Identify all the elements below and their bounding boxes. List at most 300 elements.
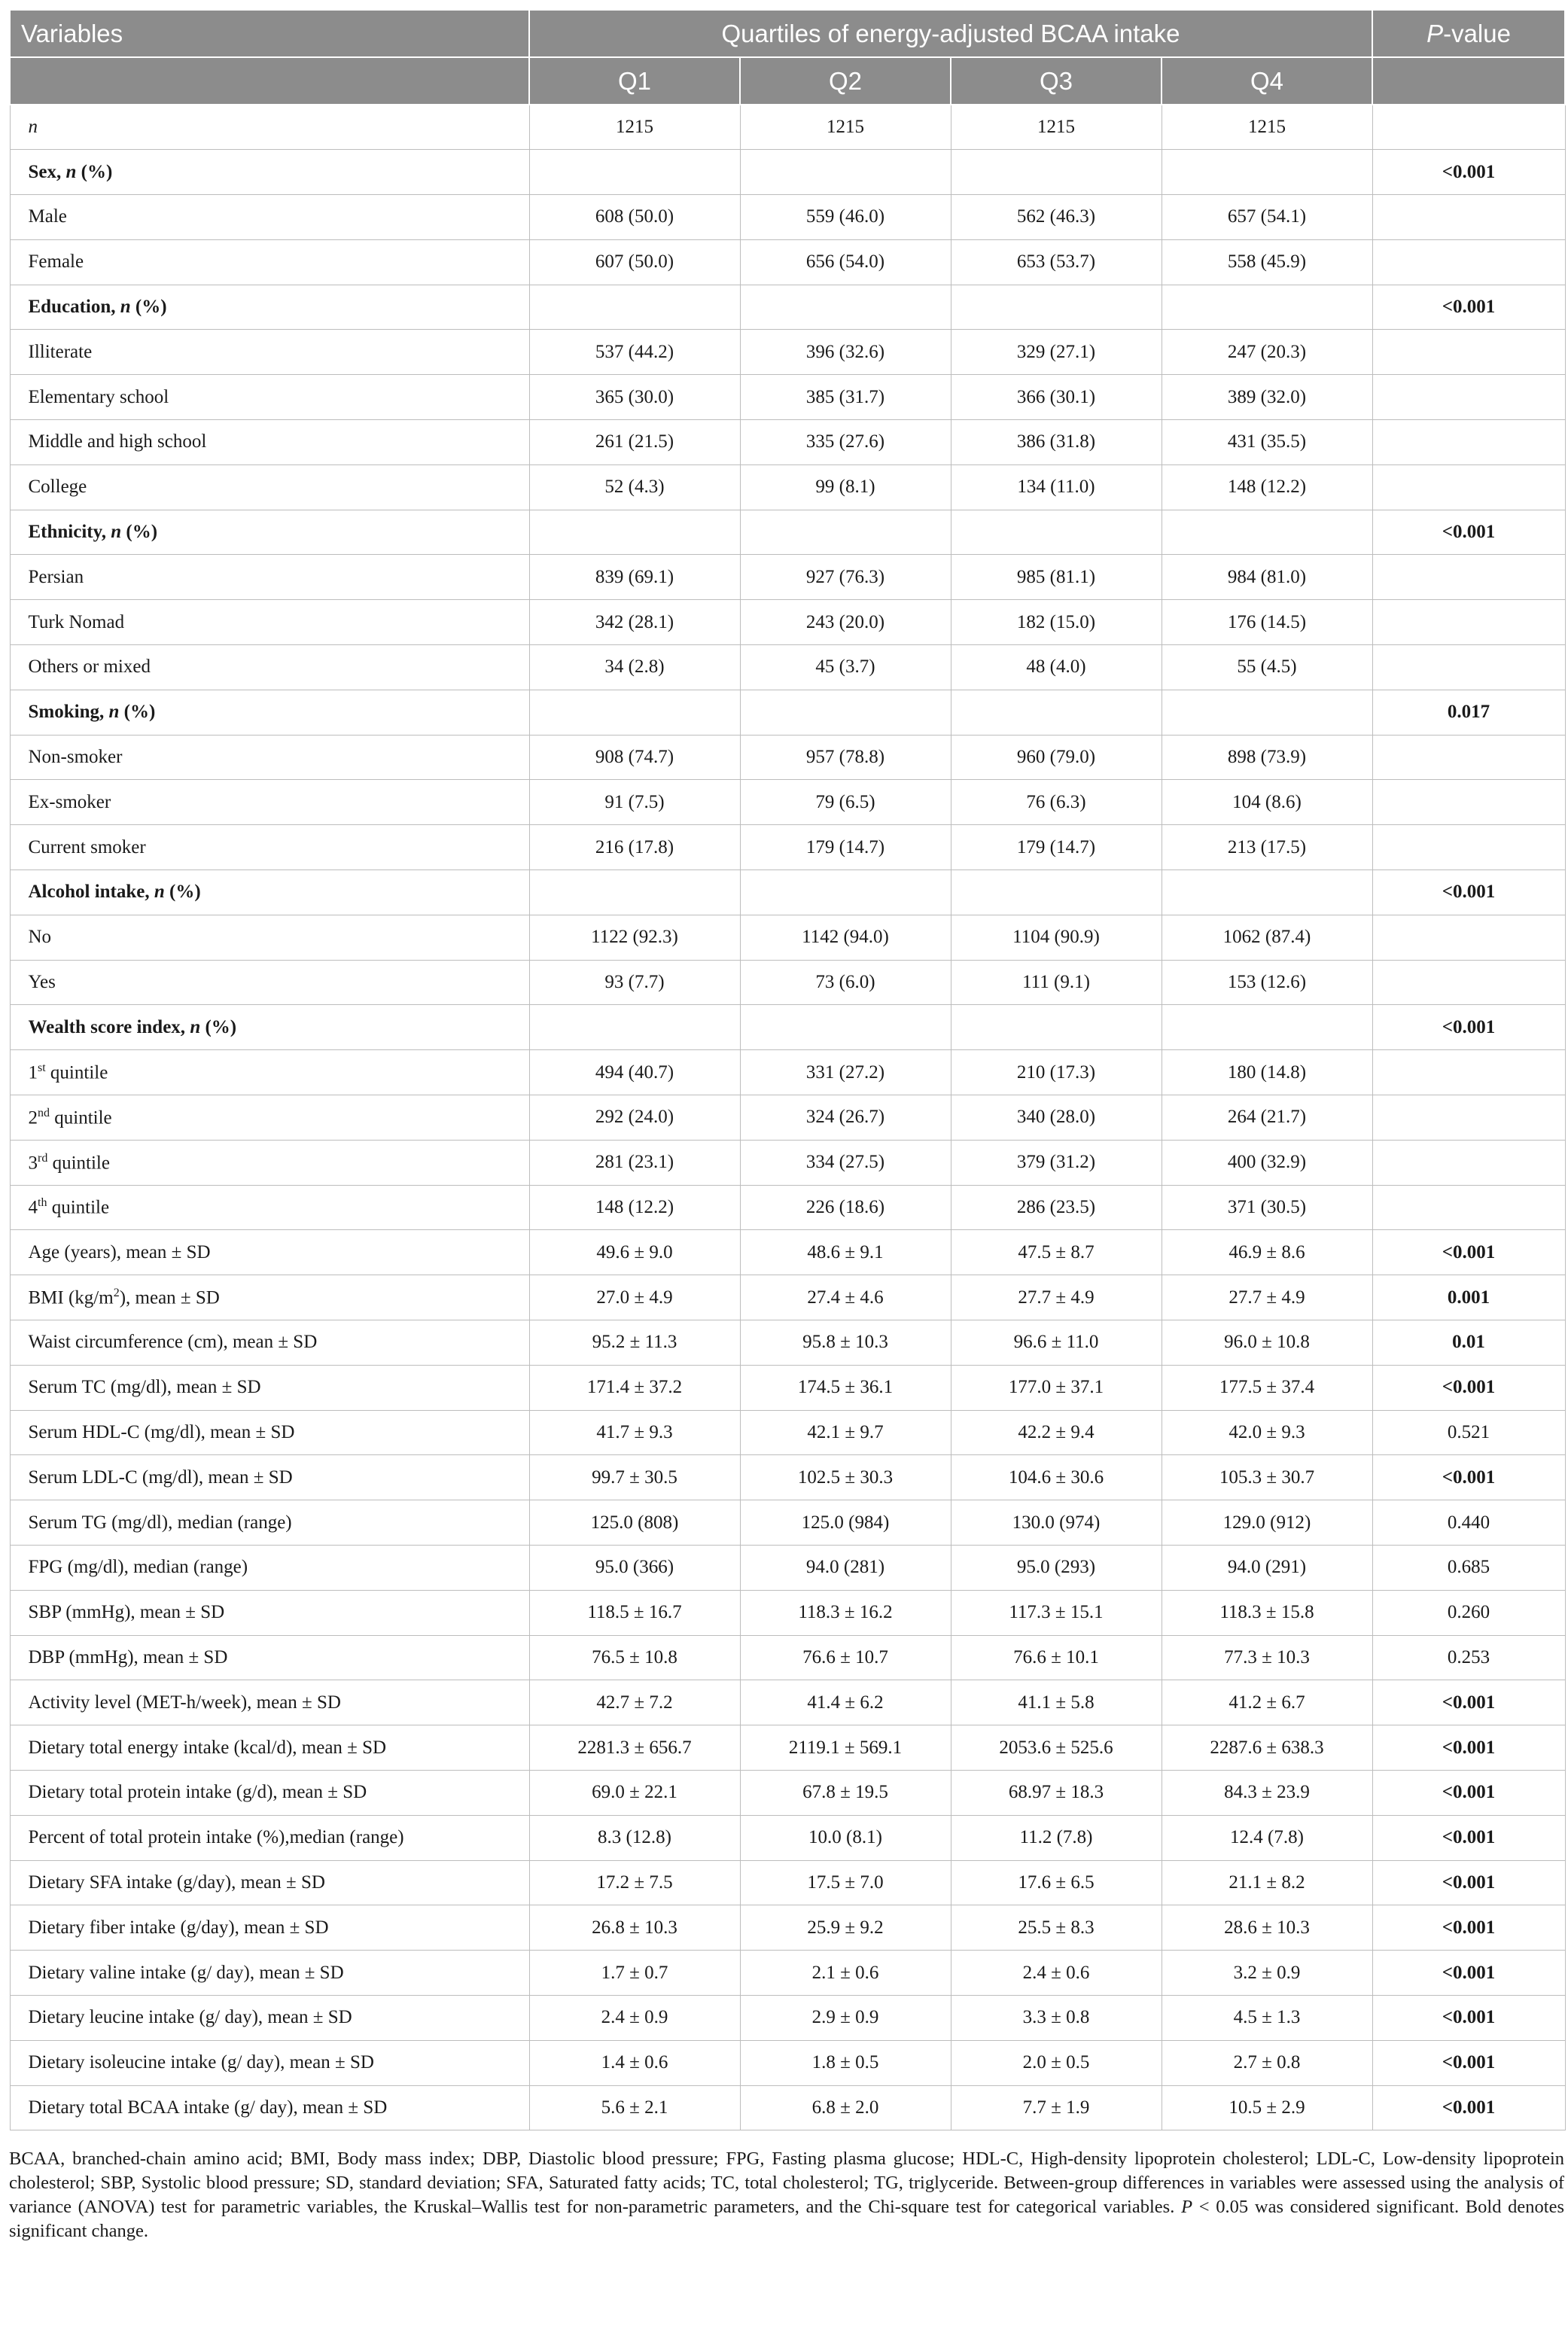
cell-q4: 55 (4.5) <box>1162 645 1372 690</box>
cell-q1: 148 (12.2) <box>529 1185 740 1230</box>
table-row <box>10 1095 1565 1141</box>
cell-q1: 8.3 (12.8) <box>529 1815 740 1860</box>
cell-q2: 99 (8.1) <box>740 464 951 510</box>
cell-pvalue: <0.001 <box>1372 1860 1565 1905</box>
cell-pvalue <box>1372 600 1565 645</box>
cell-q1: 342 (28.1) <box>529 600 740 645</box>
cell-q3: 111 (9.1) <box>951 960 1162 1005</box>
row-label: Percent of total protein intake (%),median (range) <box>10 1815 529 1860</box>
cell-q3 <box>951 150 1162 195</box>
row-label: Education, n (%) <box>10 285 529 330</box>
cell-q3: 130.0 (974) <box>951 1500 1162 1546</box>
row-label: Dietary valine intake (g/ day), mean ± SD <box>10 1951 529 1996</box>
table-row <box>10 239 1565 285</box>
table-row <box>10 1455 1565 1500</box>
row-label: Female <box>10 239 529 285</box>
cell-q3: 47.5 ± 8.7 <box>951 1230 1162 1275</box>
cell-q3: 177.0 ± 37.1 <box>951 1365 1162 1410</box>
cell-pvalue <box>1372 330 1565 375</box>
cell-q3: 2.0 ± 0.5 <box>951 2040 1162 2085</box>
cell-q2: 42.1 ± 9.7 <box>740 1410 951 1455</box>
cell-q2 <box>740 285 951 330</box>
cell-q4 <box>1162 150 1372 195</box>
table-row <box>10 735 1565 780</box>
table-row <box>10 1230 1565 1275</box>
row-label: BMI $(kg/m^2)$, mean ± SD <box>10 1275 529 1320</box>
row-label: Wealth score index, n (%) <box>10 1005 529 1050</box>
cell-q3: 95.0 (293) <box>951 1546 1162 1591</box>
table-row <box>10 2085 1565 2130</box>
cell-q1: 494 (40.7) <box>529 1050 740 1095</box>
cell-pvalue <box>1372 960 1565 1005</box>
cell-pvalue: <0.001 <box>1372 870 1565 915</box>
cell-q4: 28.6 ± 10.3 <box>1162 1905 1372 1951</box>
cell-q4: 118.3 ± 15.8 <box>1162 1590 1372 1635</box>
row-label: Non-smoker <box>10 735 529 780</box>
cell-q4: 176 (14.5) <box>1162 600 1372 645</box>
cell-q4: 104 (8.6) <box>1162 780 1372 825</box>
cell-q2: 1.8 ± 0.5 <box>740 2040 951 2085</box>
cell-pvalue: 0.260 <box>1372 1590 1565 1635</box>
row-label: Elementary school <box>10 375 529 420</box>
cell-pvalue: <0.001 <box>1372 1951 1565 1996</box>
cell-q3 <box>951 870 1162 915</box>
cell-pvalue: 0.685 <box>1372 1546 1565 1591</box>
cell-q2: 1215 <box>740 105 951 150</box>
cell-q1: 908 (74.7) <box>529 735 740 780</box>
section-row <box>10 1005 1565 1050</box>
cell-q1 <box>529 285 740 330</box>
table-row <box>10 1995 1565 2040</box>
cell-q3: 562 (46.3) <box>951 195 1162 240</box>
cell-pvalue <box>1372 735 1565 780</box>
cell-q2: 927 (76.3) <box>740 555 951 600</box>
cell-q1: 17.2 ± 7.5 <box>529 1860 740 1905</box>
cell-q1: 69.0 ± 22.1 <box>529 1770 740 1815</box>
cell-q2: 174.5 ± 36.1 <box>740 1365 951 1410</box>
cell-q4: 1062 (87.4) <box>1162 915 1372 960</box>
cell-q3: 104.6 ± 30.6 <box>951 1455 1162 1500</box>
cell-pvalue: 0.440 <box>1372 1500 1565 1546</box>
cell-pvalue <box>1372 375 1565 420</box>
header-q2: Q2 <box>740 57 951 105</box>
cell-q4 <box>1162 285 1372 330</box>
row-label: Serum LDL-C (mg/dl), mean ± SD <box>10 1455 529 1500</box>
cell-q3: 25.5 ± 8.3 <box>951 1905 1162 1951</box>
cell-q4: 898 (73.9) <box>1162 735 1372 780</box>
cell-q1: 49.6 ± 9.0 <box>529 1230 740 1275</box>
cell-q1 <box>529 690 740 735</box>
row-label: Serum HDL-C (mg/dl), mean ± SD <box>10 1410 529 1455</box>
cell-pvalue: <0.001 <box>1372 1815 1565 1860</box>
row-label: DBP (mmHg), mean ± SD <box>10 1635 529 1680</box>
header-blank <box>10 57 529 105</box>
cell-q1: 93 (7.7) <box>529 960 740 1005</box>
cell-q2: 385 (31.7) <box>740 375 951 420</box>
header-q3: Q3 <box>951 57 1162 105</box>
row-label: College <box>10 464 529 510</box>
cell-pvalue <box>1372 825 1565 870</box>
cell-q1: 261 (21.5) <box>529 420 740 465</box>
cell-q4: 657 (54.1) <box>1162 195 1372 240</box>
header-q4: Q4 <box>1162 57 1372 105</box>
cell-q4: 84.3 ± 23.9 <box>1162 1770 1372 1815</box>
cell-q3: 653 (53.7) <box>951 239 1162 285</box>
cell-pvalue <box>1372 239 1565 285</box>
section-row <box>10 285 1565 330</box>
cell-q4 <box>1162 1005 1372 1050</box>
cell-q2: 396 (32.6) <box>740 330 951 375</box>
cell-q2: 335 (27.6) <box>740 420 951 465</box>
cell-q2: 324 (26.7) <box>740 1095 951 1141</box>
cell-q2: 48.6 ± 9.1 <box>740 1230 951 1275</box>
cell-q4: 177.5 ± 37.4 <box>1162 1365 1372 1410</box>
cell-pvalue <box>1372 645 1565 690</box>
row-label: 1st quintile <box>10 1050 529 1095</box>
row-label: Yes <box>10 960 529 1005</box>
cell-pvalue <box>1372 555 1565 600</box>
cell-q3: 379 (31.2) <box>951 1140 1162 1185</box>
cell-q2: 79 (6.5) <box>740 780 951 825</box>
cell-pvalue: 0.001 <box>1372 1275 1565 1320</box>
header-variables: Variables <box>10 10 529 57</box>
cell-q2: 95.8 ± 10.3 <box>740 1320 951 1366</box>
cell-q2: 73 (6.0) <box>740 960 951 1005</box>
cell-q1: 1215 <box>529 105 740 150</box>
cell-q4: 12.4 (7.8) <box>1162 1815 1372 1860</box>
cell-q3 <box>951 1005 1162 1050</box>
table-header <box>10 10 1565 105</box>
row-label: Others or mixed <box>10 645 529 690</box>
cell-q2: 656 (54.0) <box>740 239 951 285</box>
cell-q1: 216 (17.8) <box>529 825 740 870</box>
cell-q2: 957 (78.8) <box>740 735 951 780</box>
table-row <box>10 1546 1565 1591</box>
row-label: Middle and high school <box>10 420 529 465</box>
cell-q2: 10.0 (8.1) <box>740 1815 951 1860</box>
table-row <box>10 1275 1565 1320</box>
cell-q3: 286 (23.5) <box>951 1185 1162 1230</box>
cell-q3: 2053.6 ± 525.6 <box>951 1725 1162 1771</box>
cell-q4: 2.7 ± 0.8 <box>1162 2040 1372 2085</box>
cell-q4: 1215 <box>1162 105 1372 150</box>
row-label: Activity level (MET-h/week), mean ± SD <box>10 1680 529 1725</box>
cell-q4: 180 (14.8) <box>1162 1050 1372 1095</box>
cell-pvalue: <0.001 <box>1372 1905 1565 1951</box>
cell-q2 <box>740 1005 951 1050</box>
cell-pvalue: <0.001 <box>1372 1770 1565 1815</box>
cell-q3: 329 (27.1) <box>951 330 1162 375</box>
row-label: Dietary leucine intake (g/ day), mean ± SD <box>10 1995 529 2040</box>
cell-q3: 117.3 ± 15.1 <box>951 1590 1162 1635</box>
table-row <box>10 960 1565 1005</box>
table-row <box>10 1860 1565 1905</box>
cell-q4 <box>1162 690 1372 735</box>
cell-pvalue: 0.01 <box>1372 1320 1565 1366</box>
cell-q4: 4.5 ± 1.3 <box>1162 1995 1372 2040</box>
cell-q1: 292 (24.0) <box>529 1095 740 1141</box>
row-label: Male <box>10 195 529 240</box>
cell-q3: 2.4 ± 0.6 <box>951 1951 1162 1996</box>
cell-q3: 386 (31.8) <box>951 420 1162 465</box>
row-label: Waist circumference (cm), mean ± SD <box>10 1320 529 1366</box>
row-label: Age (years), mean ± SD <box>10 1230 529 1275</box>
cell-q2: 125.0 (984) <box>740 1500 951 1546</box>
cell-q1: 52 (4.3) <box>529 464 740 510</box>
row-label: Dietary SFA intake (g/day), mean ± SD <box>10 1860 529 1905</box>
cell-pvalue: <0.001 <box>1372 1230 1565 1275</box>
cell-pvalue: <0.001 <box>1372 510 1565 555</box>
cell-q4: 984 (81.0) <box>1162 555 1372 600</box>
cell-q3: 41.1 ± 5.8 <box>951 1680 1162 1725</box>
cell-q1: 41.7 ± 9.3 <box>529 1410 740 1455</box>
table-row <box>10 825 1565 870</box>
cell-q2: 334 (27.5) <box>740 1140 951 1185</box>
table-row <box>10 1320 1565 1366</box>
cell-pvalue <box>1372 195 1565 240</box>
cell-q4: 389 (32.0) <box>1162 375 1372 420</box>
cell-q4: 42.0 ± 9.3 <box>1162 1410 1372 1455</box>
table-row <box>10 2040 1565 2085</box>
cell-q4: 431 (35.5) <box>1162 420 1372 465</box>
row-label: Dietary isoleucine intake (g/ day), mean ± SD <box>10 2040 529 2085</box>
cell-q4: 94.0 (291) <box>1162 1546 1372 1591</box>
row-label: Dietary total protein intake (g/d), mean ± SD <box>10 1770 529 1815</box>
table-row <box>10 915 1565 960</box>
table-row <box>10 1951 1565 1996</box>
cell-q4: 96.0 ± 10.8 <box>1162 1320 1372 1366</box>
cell-q1: 1.7 ± 0.7 <box>529 1951 740 1996</box>
table-row <box>10 1680 1565 1725</box>
header-quartiles-title: Quartiles of energy-adjusted BCAA intake <box>529 10 1372 57</box>
section-row <box>10 150 1565 195</box>
cell-pvalue: 0.253 <box>1372 1635 1565 1680</box>
cell-q1 <box>529 510 740 555</box>
cell-q1: 42.7 ± 7.2 <box>529 1680 740 1725</box>
table-row <box>10 1770 1565 1815</box>
table-row <box>10 464 1565 510</box>
row-label: Alcohol intake, n (%) <box>10 870 529 915</box>
cell-q2: 25.9 ± 9.2 <box>740 1905 951 1951</box>
row-label: SBP (mmHg), mean ± SD <box>10 1590 529 1635</box>
cell-q3 <box>951 285 1162 330</box>
cell-q3 <box>951 690 1162 735</box>
section-row <box>10 870 1565 915</box>
characteristics-table <box>9 9 1566 2130</box>
cell-q2: 67.8 ± 19.5 <box>740 1770 951 1815</box>
cell-q2 <box>740 510 951 555</box>
table-footnote: BCAA, branched-chain amino acid; BMI, Body mass index; DBP, Diastolic blood pressure; FPG, Fasting plasma glucose; HDL-C, High-density lipoprotein cholesterol; LDL-C, Low-density lipoprotein cholesterol; SBP, Systolic blood pressure; SD, standard deviation; SFA, Saturated fatty acids; TC, total cholesterol; TG, triglyceride. Between-group differences in variables were assessed using the analysis of variance (ANOVA) test for parametric variables, the Kruskal–Wallis test for non-parametric parameters, and the Chi-square test for categorical variables. P < 0.05 was considered significant. Bold denotes significant change. <box>9 2149 1564 2242</box>
header-pvalue: P-value <box>1372 10 1565 57</box>
cell-q4: 558 (45.9) <box>1162 239 1372 285</box>
cell-q3: 366 (30.1) <box>951 375 1162 420</box>
cell-q2: 2.9 ± 0.9 <box>740 1995 951 2040</box>
cell-q3 <box>951 510 1162 555</box>
row-label: Smoking, n (%) <box>10 690 529 735</box>
row-label: No <box>10 915 529 960</box>
cell-q4: 2287.6 ± 638.3 <box>1162 1725 1372 1771</box>
cell-q2: 226 (18.6) <box>740 1185 951 1230</box>
cell-pvalue <box>1372 1140 1565 1185</box>
cell-q2: 559 (46.0) <box>740 195 951 240</box>
table-body <box>10 105 1565 2130</box>
row-label: Dietary total energy intake (kcal/d), mean ± SD <box>10 1725 529 1771</box>
cell-q3: 42.2 ± 9.4 <box>951 1410 1162 1455</box>
row-label: Serum TC (mg/dl), mean ± SD <box>10 1365 529 1410</box>
section-row <box>10 510 1565 555</box>
header-blank-p <box>1372 57 1565 105</box>
cell-q1 <box>529 1005 740 1050</box>
cell-pvalue <box>1372 915 1565 960</box>
cell-q1: 5.6 ± 2.1 <box>529 2085 740 2130</box>
cell-q3: 27.7 ± 4.9 <box>951 1275 1162 1320</box>
table-row <box>10 645 1565 690</box>
cell-q3: 76.6 ± 10.1 <box>951 1635 1162 1680</box>
row-label: Dietary fiber intake (g/day), mean ± SD <box>10 1905 529 1951</box>
row-label: Illiterate <box>10 330 529 375</box>
cell-q4: 129.0 (912) <box>1162 1500 1372 1546</box>
cell-q4 <box>1162 870 1372 915</box>
table-row <box>10 1365 1565 1410</box>
cell-q3: 1104 (90.9) <box>951 915 1162 960</box>
table-row <box>10 1410 1565 1455</box>
table-row <box>10 1050 1565 1095</box>
cell-q1: 1122 (92.3) <box>529 915 740 960</box>
table-row <box>10 330 1565 375</box>
cell-q1: 608 (50.0) <box>529 195 740 240</box>
cell-pvalue <box>1372 1050 1565 1095</box>
cell-q2: 179 (14.7) <box>740 825 951 870</box>
cell-q2: 27.4 ± 4.6 <box>740 1275 951 1320</box>
row-label: 3rd quintile <box>10 1140 529 1185</box>
cell-pvalue: <0.001 <box>1372 150 1565 195</box>
cell-q3: 340 (28.0) <box>951 1095 1162 1141</box>
cell-q1: 118.5 ± 16.7 <box>529 1590 740 1635</box>
header-q1: Q1 <box>529 57 740 105</box>
table-row <box>10 195 1565 240</box>
cell-pvalue <box>1372 420 1565 465</box>
cell-q4: 46.9 ± 8.6 <box>1162 1230 1372 1275</box>
cell-pvalue <box>1372 1095 1565 1141</box>
cell-q2: 45 (3.7) <box>740 645 951 690</box>
cell-pvalue <box>1372 105 1565 150</box>
cell-q1 <box>529 150 740 195</box>
cell-q3: 3.3 ± 0.8 <box>951 1995 1162 2040</box>
section-row <box>10 690 1565 735</box>
cell-q2: 41.4 ± 6.2 <box>740 1680 951 1725</box>
row-label: 4th quintile <box>10 1185 529 1230</box>
cell-q3: 17.6 ± 6.5 <box>951 1860 1162 1905</box>
cell-q1: 125.0 (808) <box>529 1500 740 1546</box>
row-label: Ex-smoker <box>10 780 529 825</box>
table-row <box>10 1590 1565 1635</box>
cell-q3: 68.97 ± 18.3 <box>951 1770 1162 1815</box>
table-row <box>10 600 1565 645</box>
cell-pvalue: <0.001 <box>1372 1365 1565 1410</box>
cell-q4: 213 (17.5) <box>1162 825 1372 870</box>
table-row <box>10 1905 1565 1951</box>
cell-q1: 91 (7.5) <box>529 780 740 825</box>
cell-q4: 247 (20.3) <box>1162 330 1372 375</box>
cell-pvalue: <0.001 <box>1372 1725 1565 1771</box>
cell-q1: 95.2 ± 11.3 <box>529 1320 740 1366</box>
row-label: Sex, n (%) <box>10 150 529 195</box>
cell-pvalue: 0.017 <box>1372 690 1565 735</box>
cell-pvalue: <0.001 <box>1372 285 1565 330</box>
cell-q1: 27.0 ± 4.9 <box>529 1275 740 1320</box>
table-row <box>10 1635 1565 1680</box>
cell-q1: 171.4 ± 37.2 <box>529 1365 740 1410</box>
cell-q3: 210 (17.3) <box>951 1050 1162 1095</box>
cell-q2: 76.6 ± 10.7 <box>740 1635 951 1680</box>
cell-q4: 77.3 ± 10.3 <box>1162 1635 1372 1680</box>
row-label: Persian <box>10 555 529 600</box>
cell-pvalue: <0.001 <box>1372 1455 1565 1500</box>
cell-q3: 134 (11.0) <box>951 464 1162 510</box>
cell-q3: 76 (6.3) <box>951 780 1162 825</box>
cell-q4: 41.2 ± 6.7 <box>1162 1680 1372 1725</box>
cell-q4: 400 (32.9) <box>1162 1140 1372 1185</box>
cell-q3: 96.6 ± 11.0 <box>951 1320 1162 1366</box>
table-row <box>10 1185 1565 1230</box>
cell-q3: 48 (4.0) <box>951 645 1162 690</box>
cell-q4: 3.2 ± 0.9 <box>1162 1951 1372 1996</box>
row-label: Turk Nomad <box>10 600 529 645</box>
cell-q2: 118.3 ± 16.2 <box>740 1590 951 1635</box>
table-row <box>10 1725 1565 1771</box>
cell-pvalue <box>1372 780 1565 825</box>
cell-pvalue: <0.001 <box>1372 1005 1565 1050</box>
cell-pvalue: <0.001 <box>1372 2085 1565 2130</box>
cell-q2: 243 (20.0) <box>740 600 951 645</box>
cell-q1: 2.4 ± 0.9 <box>529 1995 740 2040</box>
cell-q1: 76.5 ± 10.8 <box>529 1635 740 1680</box>
cell-q2: 94.0 (281) <box>740 1546 951 1591</box>
cell-pvalue: <0.001 <box>1372 2040 1565 2085</box>
cell-q1: 95.0 (366) <box>529 1546 740 1591</box>
row-label: Serum TG (mg/dl), median (range) <box>10 1500 529 1546</box>
cell-q1: 99.7 ± 30.5 <box>529 1455 740 1500</box>
cell-q2: 102.5 ± 30.3 <box>740 1455 951 1500</box>
cell-q4: 371 (30.5) <box>1162 1185 1372 1230</box>
row-label: n <box>10 105 529 150</box>
table-row <box>10 105 1565 150</box>
cell-q2: 2119.1 ± 569.1 <box>740 1725 951 1771</box>
row-label: 2nd quintile <box>10 1095 529 1141</box>
cell-q4: 10.5 ± 2.9 <box>1162 2085 1372 2130</box>
table-page <box>9 9 1564 2243</box>
row-label: Ethnicity, n (%) <box>10 510 529 555</box>
cell-q4: 264 (21.7) <box>1162 1095 1372 1141</box>
cell-q4: 148 (12.2) <box>1162 464 1372 510</box>
cell-q1: 839 (69.1) <box>529 555 740 600</box>
cell-pvalue: 0.521 <box>1372 1410 1565 1455</box>
cell-q4: 153 (12.6) <box>1162 960 1372 1005</box>
table-row <box>10 555 1565 600</box>
cell-q3: 182 (15.0) <box>951 600 1162 645</box>
cell-q2: 17.5 ± 7.0 <box>740 1860 951 1905</box>
cell-q1: 26.8 ± 10.3 <box>529 1905 740 1951</box>
cell-q1: 365 (30.0) <box>529 375 740 420</box>
table-row <box>10 420 1565 465</box>
cell-q1 <box>529 870 740 915</box>
cell-q4: 27.7 ± 4.9 <box>1162 1275 1372 1320</box>
cell-q3: 960 (79.0) <box>951 735 1162 780</box>
cell-q1: 34 (2.8) <box>529 645 740 690</box>
cell-q4 <box>1162 510 1372 555</box>
table-row <box>10 375 1565 420</box>
table-row <box>10 1500 1565 1546</box>
